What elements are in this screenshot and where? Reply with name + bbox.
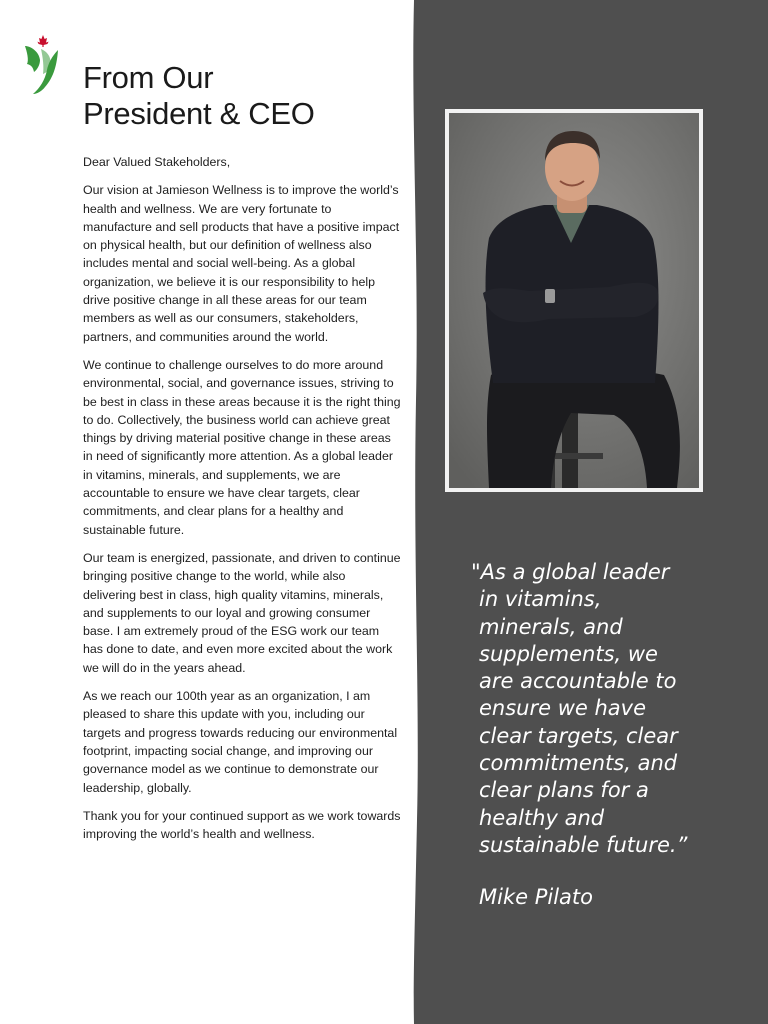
pull-quote xyxy=(471,559,741,859)
maple-leaf-icon xyxy=(37,35,48,47)
ceo-signature: Mike Pilato xyxy=(479,885,593,909)
letter-paragraph-2: We continue to challenge ourselves to do more around environmental, social, and governance issues, striving to be best in class in these areas because it is the right thing to do. Collectively, the business world can achieve great things by driving material positive change in these areas in need of significantly more attention. As a global leader in vitamins, minerals, and supplements, we are accountable to ensure we have clear targets, clear commitments, and clear plans for a healthy and sustainable future. xyxy=(83,357,401,537)
quote-line: supplements, we xyxy=(479,641,658,666)
letter-paragraph-3: Our team is energized, passionate, and driven to continue bringing positive change to the world, while also delivering best in class, high quality vitamins, minerals, and supplements to our loyal and growing consumer base. I am extremely proud of the ESG work our team has done to date, and even more excited about the work we will do in the years ahead. xyxy=(83,550,401,675)
quote-line: commitments, and xyxy=(479,751,678,776)
quote-line: sustainable future.” xyxy=(479,832,688,857)
letter-paragraph-5: Thank you for your continued support as we work towards improving the world’s health and wellness. xyxy=(83,808,401,842)
quote-line: clear targets, clear xyxy=(479,723,678,748)
ceo-portrait xyxy=(449,113,699,488)
quote-line: in vitamins, xyxy=(479,587,602,612)
ceo-letter xyxy=(83,153,401,853)
letter-paragraph-4: As we reach our 100th year as an organization, I am pleased to share this update with you, including our targets and progress towards reducing our environmental footprint, impacting social change, and improving our governance model as we continue to demonstrate our leadership, globally. xyxy=(83,689,398,795)
quote-line: minerals, and xyxy=(479,614,623,639)
leaf-left-icon xyxy=(25,46,40,72)
quote-line: healthy and xyxy=(479,805,605,830)
title-line-1: From Our xyxy=(83,60,214,95)
quote-line: ensure we have xyxy=(479,696,647,721)
letter-paragraph-1: Our vision at Jamieson Wellness is to improve the world’s health and wellness. We are very fortunate to manufacture and sell products that have a positive impact on physical health, but our definition of wellness also includes mental and social well-being. As a global organization, we believe it is our responsibility to help drive positive change in all these areas for our team members as well as our consumers, stakeholders, partners, and communities around the world. xyxy=(83,183,400,344)
company-logo-icon xyxy=(22,34,62,96)
ceo-watch xyxy=(545,289,555,303)
title-line-2: President & CEO xyxy=(83,96,315,131)
quote-line: "As a global leader xyxy=(471,560,670,584)
ceo-photo-frame xyxy=(445,109,703,492)
quote-line: are accountable to xyxy=(479,669,677,694)
page-title xyxy=(83,60,315,132)
letter-salutation: Dear Valued Stakeholders, xyxy=(83,155,231,169)
quote-line: clear plans for a xyxy=(479,778,649,803)
